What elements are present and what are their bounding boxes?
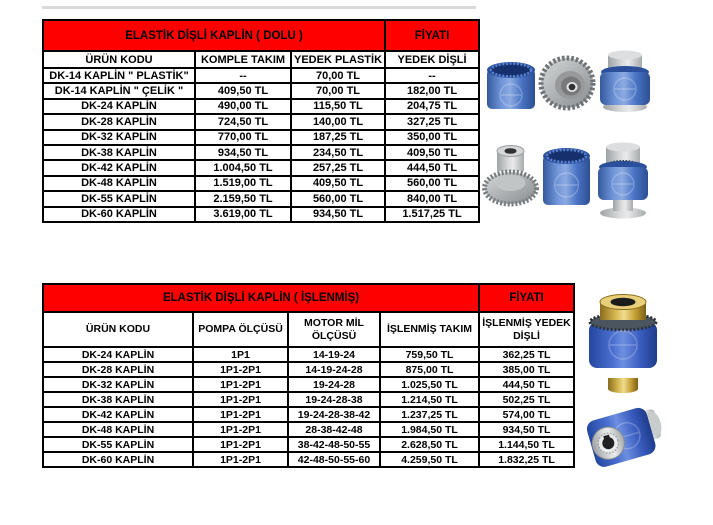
- t1-cell: --: [195, 68, 291, 83]
- t2-cell: 1P1-2P1: [193, 452, 288, 467]
- t2-cell: 1P1-2P1: [193, 437, 288, 452]
- t2-cell: 1.214,50 TL: [380, 392, 479, 407]
- t2-row: [43, 437, 574, 452]
- t2-cell: 362,25 TL: [479, 347, 574, 362]
- t2-cell: DK-38 KAPLİN: [43, 392, 193, 407]
- t2-column-header: İŞLENMİŞ YEDEK DİŞLİ: [479, 312, 574, 347]
- t1-title: ELASTİK DİŞLİ KAPLİN ( DOLU ): [43, 20, 385, 51]
- product-gallery-bottom: [574, 288, 672, 483]
- t2-cell: DK-42 KAPLİN: [43, 407, 193, 422]
- t2-cell: 1P1-2P1: [193, 422, 288, 437]
- t1-row: [43, 145, 479, 160]
- t2-cell: 1P1-2P1: [193, 377, 288, 392]
- t2-cell: 19-24-28-38-42: [288, 407, 380, 422]
- t2-cell: 28-38-42-48: [288, 422, 380, 437]
- t2-cell: 759,50 TL: [380, 347, 479, 362]
- t1-cell: 257,25 TL: [291, 160, 385, 175]
- t1-cell: 182,00 TL: [385, 83, 479, 98]
- t2-cell: 1.144,50 TL: [479, 437, 574, 452]
- t1-column-header: YEDEK PLASTİK: [291, 51, 385, 68]
- assembled-coupling-tall-image: [598, 143, 648, 219]
- t2-cell: 934,50 TL: [479, 422, 574, 437]
- t1-cell: 1.517,25 TL: [385, 207, 479, 222]
- t1-cell: 115,50 TL: [291, 99, 385, 114]
- t1-cell: 1.004,50 TL: [195, 160, 291, 175]
- coupling-chrome-hub-image: [585, 403, 668, 469]
- t1-column-header: ÜRÜN KODU: [43, 51, 195, 68]
- t1-cell: 409,50 TL: [385, 145, 479, 160]
- t2-cell: DK-60 KAPLİN: [43, 452, 193, 467]
- blue-sleeve-open-image: [487, 62, 535, 109]
- t1-cell: 327,25 TL: [385, 114, 479, 129]
- t2-row: [43, 422, 574, 437]
- t2-column-header: İŞLENMİŞ TAKIM: [380, 312, 479, 347]
- t1-cell: DK-14 KAPLİN " PLASTİK": [43, 68, 195, 83]
- t2-row: [43, 392, 574, 407]
- t1-cell: 140,00 TL: [291, 114, 385, 129]
- t1-cell: 2.159,50 TL: [195, 191, 291, 206]
- t1-row: [43, 114, 479, 129]
- t2-cell: 19-24-28: [288, 377, 380, 392]
- t1-cell: --: [385, 68, 479, 83]
- t1-cell: 409,50 TL: [195, 83, 291, 98]
- t1-cell: 1.519,00 TL: [195, 176, 291, 191]
- t1-cell: DK-28 KAPLİN: [43, 114, 195, 129]
- t1-cell: 350,00 TL: [385, 130, 479, 145]
- t1-cell: DK-38 KAPLİN: [43, 145, 195, 160]
- t2-column-header: POMPA ÖLÇÜSÜ: [193, 312, 288, 347]
- t2-cell: 4.259,50 TL: [380, 452, 479, 467]
- t2-cell: 1P1: [193, 347, 288, 362]
- t2-title-row: [43, 284, 574, 312]
- t2-cell: 875,00 TL: [380, 362, 479, 377]
- t1-row: [43, 130, 479, 145]
- t2-cell: 1.832,25 TL: [479, 452, 574, 467]
- t1-cell: 770,00 TL: [195, 130, 291, 145]
- t2-cell: 42-48-50-55-60: [288, 452, 380, 467]
- t2-cell: 1.025,50 TL: [380, 377, 479, 392]
- blue-sleeve-tall-image: [543, 148, 590, 205]
- t1-cell: 444,50 TL: [385, 160, 479, 175]
- t1-cell: 187,25 TL: [291, 130, 385, 145]
- t1-column-header: KOMPLE TAKIM: [195, 51, 291, 68]
- t2-cell: 444,50 TL: [479, 377, 574, 392]
- t1-cell: DK-42 KAPLİN: [43, 160, 195, 175]
- t2-row: [43, 377, 574, 392]
- t2-row: [43, 407, 574, 422]
- dolu-price-table: [42, 19, 480, 223]
- t2-cell: 502,25 TL: [479, 392, 574, 407]
- steel-gear-image: [541, 58, 593, 108]
- t2-cell: 2.628,50 TL: [380, 437, 479, 452]
- t1-cell: 490,00 TL: [195, 99, 291, 114]
- t1-row: [43, 176, 479, 191]
- t2-cell: 1.984,50 TL: [380, 422, 479, 437]
- t1-title-row: [43, 20, 479, 51]
- t2-cell: 1P1-2P1: [193, 362, 288, 377]
- t2-row: [43, 347, 574, 362]
- t2-cell: 1P1-2P1: [193, 392, 288, 407]
- t1-cell: DK-60 KAPLİN: [43, 207, 195, 222]
- t1-cell: 3.619,00 TL: [195, 207, 291, 222]
- t2-cell: 574,00 TL: [479, 407, 574, 422]
- t1-row: [43, 207, 479, 222]
- t2-cell: 38-42-48-50-55: [288, 437, 380, 452]
- t2-cell: 19-24-28-38: [288, 392, 380, 407]
- t2-row: [43, 452, 574, 467]
- t2-column-header: ÜRÜN KODU: [43, 312, 193, 347]
- t1-cell: 70,00 TL: [291, 83, 385, 98]
- t1-cell: DK-24 KAPLİN: [43, 99, 195, 114]
- t1-row: [43, 83, 479, 98]
- t2-cell: 14-19-24: [288, 347, 380, 362]
- t1-cell: 409,50 TL: [291, 176, 385, 191]
- product-gallery-top: [480, 45, 656, 223]
- t1-cell: 724,50 TL: [195, 114, 291, 129]
- t2-cell: DK-55 KAPLİN: [43, 437, 193, 452]
- t2-cell: DK-48 KAPLİN: [43, 422, 193, 437]
- scan-artifact-line: [42, 6, 476, 9]
- assembled-coupling-image: [600, 51, 650, 113]
- t2-cell: 14-19-24-28: [288, 362, 380, 377]
- t2-title: ELASTİK DİŞLİ KAPLİN ( İŞLENMİŞ): [43, 284, 479, 312]
- t1-row: [43, 191, 479, 206]
- t1-cell: DK-14 KAPLİN " ÇELİK ": [43, 83, 195, 98]
- t2-row: [43, 362, 574, 377]
- t2-cell: 385,00 TL: [479, 362, 574, 377]
- t1-cell: DK-32 KAPLİN: [43, 130, 195, 145]
- t1-column-header-row: [43, 51, 479, 68]
- t1-cell: 204,75 TL: [385, 99, 479, 114]
- t1-cell: DK-55 KAPLİN: [43, 191, 195, 206]
- t2-cell: DK-32 KAPLİN: [43, 377, 193, 392]
- t2-column-header: MOTOR MİL ÖLÇÜSÜ: [288, 312, 380, 347]
- t1-row: [43, 160, 479, 175]
- islenmis-price-table: [42, 283, 575, 468]
- t1-cell: DK-48 KAPLİN: [43, 176, 195, 191]
- t2-cell: DK-24 KAPLİN: [43, 347, 193, 362]
- t1-cell: 70,00 TL: [291, 68, 385, 83]
- t1-column-header: YEDEK DİŞLİ: [385, 51, 479, 68]
- t1-cell: 934,50 TL: [291, 207, 385, 222]
- coupling-brass-hub-image: [589, 295, 657, 394]
- t1-cell: 560,00 TL: [385, 176, 479, 191]
- t1-row: [43, 68, 479, 83]
- steel-gear-with-hub-image: [485, 146, 537, 205]
- t2-price-header: FİYATI: [479, 284, 574, 312]
- t2-cell: DK-28 KAPLİN: [43, 362, 193, 377]
- t1-price-header: FİYATI: [385, 20, 479, 51]
- t2-cell: 1P1-2P1: [193, 407, 288, 422]
- t1-cell: 234,50 TL: [291, 145, 385, 160]
- t2-column-header-row: [43, 312, 574, 347]
- t1-cell: 934,50 TL: [195, 145, 291, 160]
- t1-row: [43, 99, 479, 114]
- t1-cell: 840,00 TL: [385, 191, 479, 206]
- t1-cell: 560,00 TL: [291, 191, 385, 206]
- t2-cell: 1.237,25 TL: [380, 407, 479, 422]
